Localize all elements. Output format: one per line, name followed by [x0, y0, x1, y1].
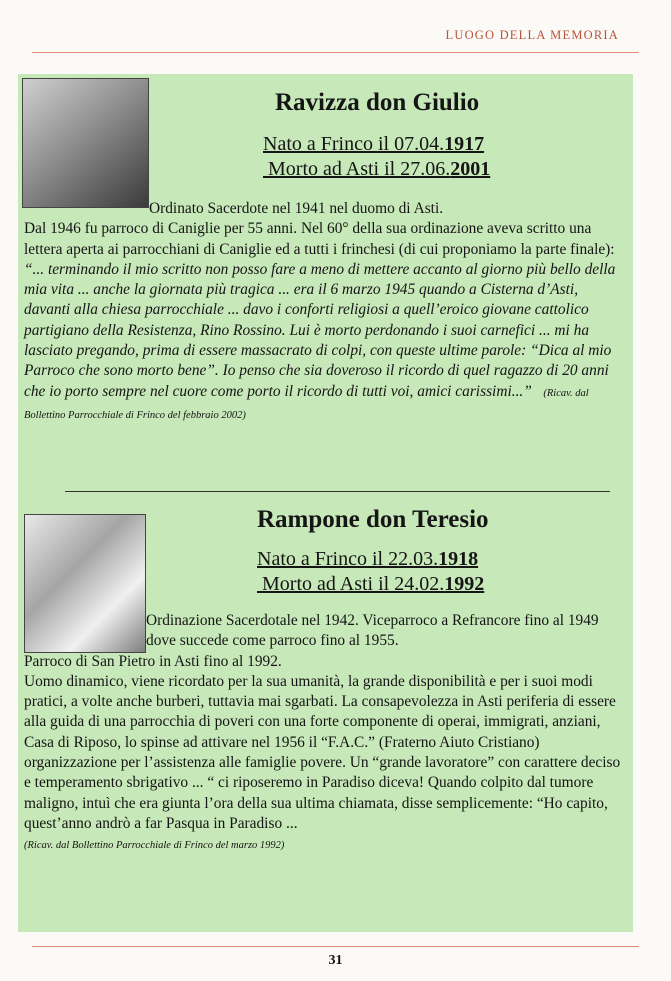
parish-text: Dal 1946 fu parroco di Caniglie per 55 anni. Nel 60° della sua ordinazione aveva scritto una lettera aperta ai parrocchiani di Caniglie ed a tutti i frinchesi (di cui proponiamo la parte finale): — [24, 220, 615, 258]
death-line: Morto ad Asti il 24.02.1992 — [262, 573, 485, 595]
death-line: Morto ad Asti il 27.06.2001 — [268, 158, 491, 180]
birth-line: Nato a Frinco il 07.04.1917 — [263, 133, 485, 155]
ordination-text: Ordinazione Sacerdotale nel 1942. Viceparroco a Refrancore fino al 1949 dove succede come parroco fino al 1955. — [146, 612, 599, 650]
page-number: 31 — [328, 953, 343, 968]
portrait-photo-ravizza — [22, 78, 149, 208]
section-divider — [65, 491, 610, 492]
entry-name-ravizza: Ravizza don Giulio — [275, 89, 480, 116]
running-header: LUOGO DELLA MEMORIA — [445, 28, 619, 42]
entry-dates-ravizza — [263, 132, 490, 182]
parish-text: Parroco di San Pietro in Asti fino al 1992. — [24, 652, 282, 670]
birth-line: Nato a Frinco il 22.03.1918 — [257, 548, 479, 570]
entry-name-rampone: Rampone don Teresio — [257, 506, 489, 533]
header-rule — [32, 52, 639, 53]
ordination-text: Ordinato Sacerdote nel 1941 nel duomo di Asti. — [149, 200, 444, 217]
entry-body-ravizza — [24, 199, 622, 426]
content-panel — [18, 74, 633, 932]
source-citation: (Ricav. dal Bollettino Parrocchiale di Frinco del febbraio 2002) — [24, 387, 589, 421]
footer-rule — [32, 946, 639, 947]
letter-quote: “... terminando il mio scritto non posso fare a meno di mettere accanto al giorno più bello della mia vita ... anche la giornata più tragica ... era il 6 marzo 1945 quando a Cisterna d’Asti, davanti alla chiesa parrocchiale ... davo i conforti religiosi a quell’eroico giovane cattolico partigiano della Resistenza, Rino Rossino. Lui è morto perdonando i suoi carnefici ... mi ha lasciato pregando, prima di essere massacrato di colpi, con queste ultime parole: “Dica al mio Parroco che sono morto bene”. Io penso che sia doveroso il ricordo di quel ragazzo di 20 anni che io porto sempre nel cuore come porto il ricordo di tutti voi, amici carissimi...” — [24, 260, 616, 400]
biography-text: Uomo dinamico, viene ricordato per la sua umanità, la grande disponibilità e per i suoi modi pratici, a volte anche burberi, tuttavia mai sgarbati. La consapevolezza in Asti periferia di essere alla guida di una parrocchia di poveri con una forte componente di operai, immigrati, anziani, Casa di Riposo, lo spinse ad attivare nel 1956 il “F.A.C.” (Fraterno Aiuto Cristiano) organizzazione per l’assistenza alle famiglie povere. Un “grande lavoratore” con carattere deciso e temperamento sbrigativo ... “ ci riposeremo in Paradiso diceva! Quando colpito dal tumore maligno, intuì che era giunta l’ora della sua ultima chiamata, disse semplicemente: “Ho capito, quest’anno andrò a far Pasqua in Paradiso ... — [24, 672, 621, 832]
entry-body-rampone — [24, 611, 622, 857]
entry-dates-rampone — [257, 547, 484, 597]
source-citation: (Ricav. dal Bollettino Parrocchiale di Frinco del marzo 1992) — [24, 840, 285, 852]
